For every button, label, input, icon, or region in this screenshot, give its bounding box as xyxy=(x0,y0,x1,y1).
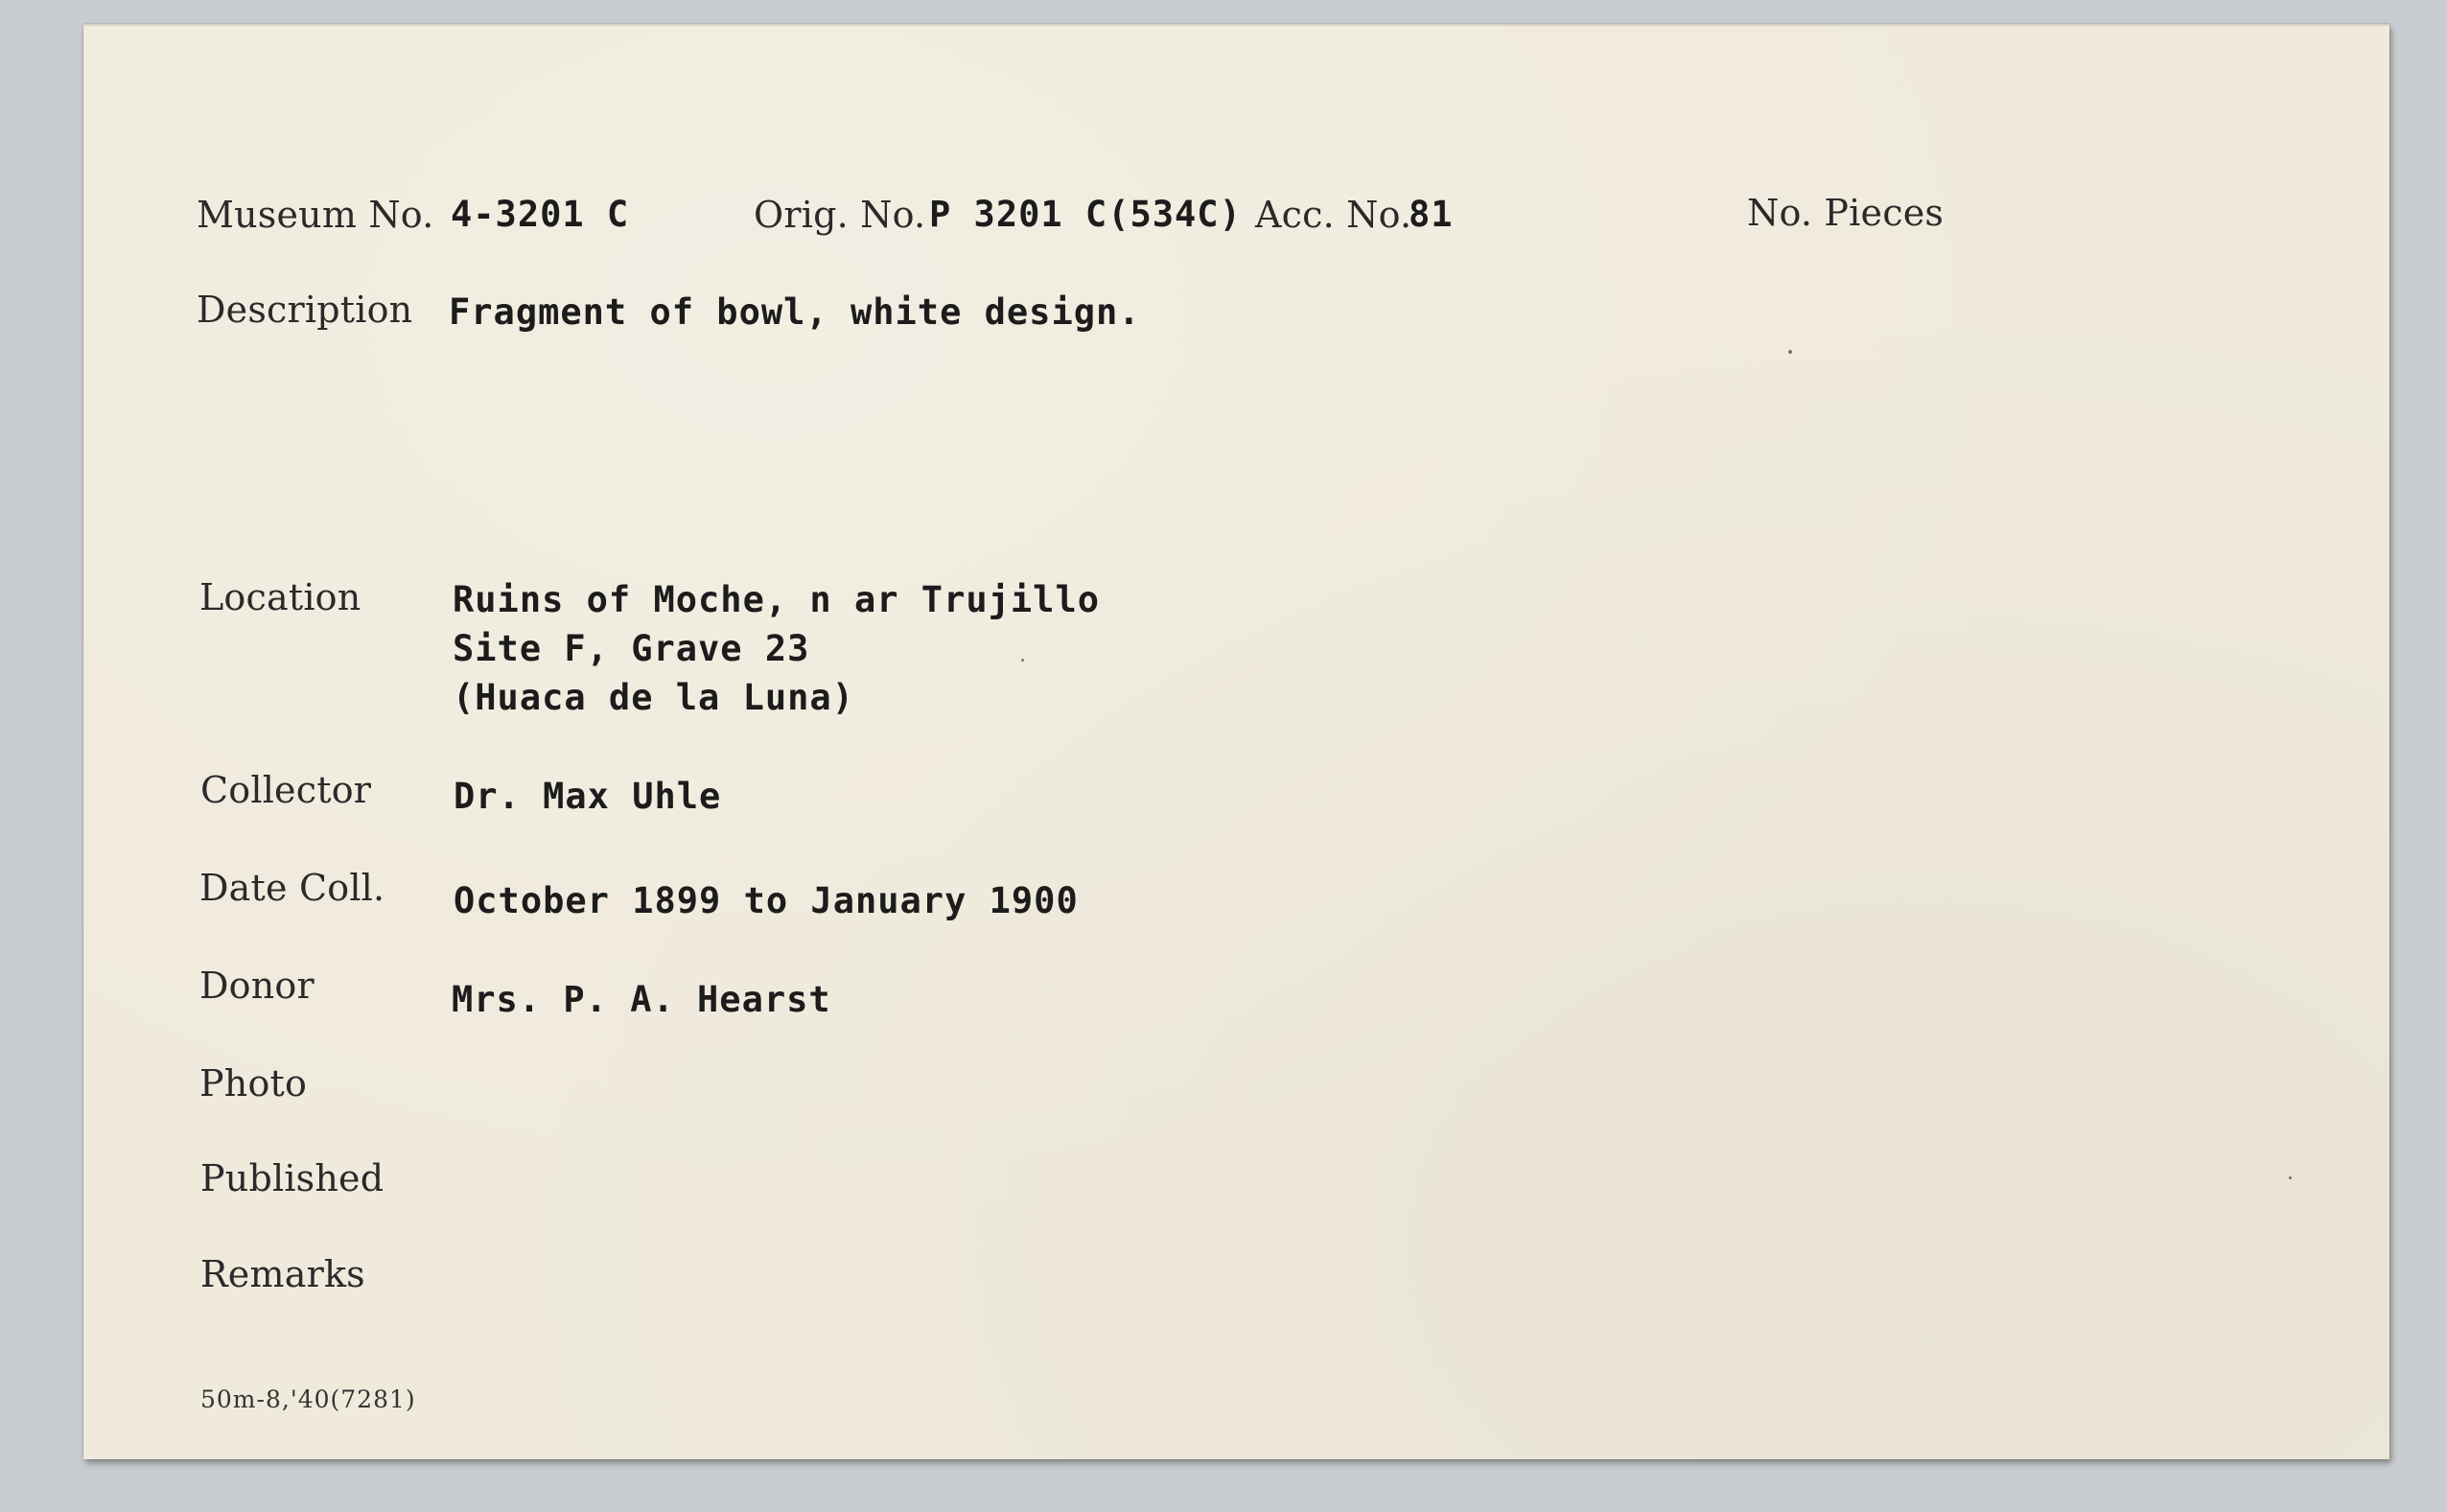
collector-value: Dr. Max Uhle xyxy=(454,776,722,817)
catalog-card xyxy=(83,24,2389,1459)
location-line: Site F, Grave 23 xyxy=(453,628,810,669)
museum-no-value: 4-3201 C xyxy=(451,194,630,235)
photo-label: Photo xyxy=(199,1062,308,1105)
acc-no-label: Acc. No. xyxy=(1255,194,1412,236)
remarks-label: Remarks xyxy=(200,1253,365,1295)
date-coll-label: Date Coll. xyxy=(199,867,385,909)
location-line: Ruins of Moche, n ar Trujillo xyxy=(453,579,1101,620)
no-pieces-label: No. Pieces xyxy=(1747,192,1945,234)
description-label: Description xyxy=(197,289,413,331)
collector-label: Collector xyxy=(200,769,372,811)
paper-speck xyxy=(2289,1176,2292,1179)
location-line: (Huaca de la Luna) xyxy=(453,677,854,718)
published-label: Published xyxy=(200,1157,385,1199)
orig-no-value: P 3201 C(534C) xyxy=(929,194,1242,235)
description-value: Fragment of bowl, white design. xyxy=(449,291,1141,333)
donor-value: Mrs. P. A. Hearst xyxy=(452,979,831,1020)
print-code: 50m-8,'40(7281) xyxy=(200,1385,416,1413)
location-label: Location xyxy=(199,576,361,618)
orig-no-label: Orig. No. xyxy=(754,194,926,236)
acc-no-value: 81 xyxy=(1409,194,1454,235)
date-coll-value: October 1899 to January 1900 xyxy=(454,880,1079,921)
paper-speck xyxy=(1021,659,1024,662)
museum-no-label: Museum No. xyxy=(197,194,434,236)
paper-speck xyxy=(1788,350,1792,354)
donor-label: Donor xyxy=(199,965,315,1007)
